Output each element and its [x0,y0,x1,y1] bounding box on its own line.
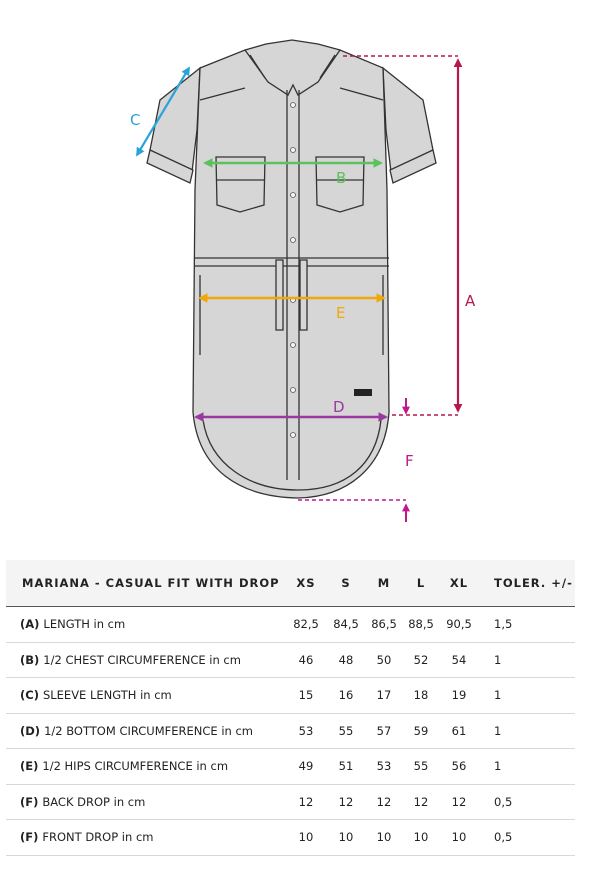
size-value-cell: 55 [326,713,366,749]
tolerance-header: TOLER. +/- [478,560,575,607]
size-value-cell: 48 [326,642,366,678]
measurement-label: SLEEVE LENGTH in cm [42,688,172,703]
size-header: S [326,560,366,607]
size-value-cell: 10 [286,820,326,856]
size-value-cell: 50 [366,642,402,678]
table-row [6,820,575,856]
label-a: A [465,292,476,310]
label-c: C [130,111,141,129]
size-value-cell: 18 [402,678,440,714]
tolerance-cell: 0,5 [478,820,575,856]
size-value-cell: 10 [326,820,366,856]
measurement-code: (F) [20,830,39,845]
label-b: B [336,169,347,187]
size-value-cell: 12 [440,784,478,820]
size-value-cell: 10 [366,820,402,856]
label-d: D [333,398,345,416]
measurement-label-cell [6,607,286,643]
measurement-label: BACK DROP in cm [42,794,146,809]
label-e: E [336,304,346,322]
size-value-cell: 59 [402,713,440,749]
measurement-label-cell [6,678,286,714]
table-header-row [6,560,575,607]
measurement-code: (F) [20,794,39,809]
size-value-cell: 54 [440,642,478,678]
size-header: XL [440,560,478,607]
brand-tag-icon [354,389,372,396]
size-value-cell: 61 [440,713,478,749]
size-value-cell: 57 [366,713,402,749]
size-value-cell: 16 [326,678,366,714]
measurement-label-cell [6,749,286,785]
measurement-label: 1/2 CHEST CIRCUMFERENCE in cm [43,652,241,667]
size-value-cell: 53 [366,749,402,785]
measurement-label: FRONT DROP in cm [42,830,154,845]
size-value-cell: 88,5 [402,607,440,643]
size-value-cell: 82,5 [286,607,326,643]
table-title: MARIANA - CASUAL FIT WITH DROP [6,560,286,607]
measurement-code: (A) [20,617,40,632]
measurement-label-cell [6,820,286,856]
table-body [6,607,575,856]
size-value-cell: 12 [402,784,440,820]
table-row [6,784,575,820]
table-row [6,607,575,643]
measurement-label-cell [6,784,286,820]
size-value-cell: 55 [402,749,440,785]
size-header: M [366,560,402,607]
table-row [6,642,575,678]
size-value-cell: 19 [440,678,478,714]
measurement-label: LENGTH in cm [43,617,126,632]
size-value-cell: 51 [326,749,366,785]
size-value-cell: 86,5 [366,607,402,643]
measurement-label: 1/2 HIPS CIRCUMFERENCE in cm [42,759,229,774]
dress-body [193,50,389,498]
size-value-cell: 12 [326,784,366,820]
size-value-cell: 10 [440,820,478,856]
size-value-cell: 46 [286,642,326,678]
size-chart-table [6,560,575,856]
table-row [6,678,575,714]
tolerance-cell: 1 [478,678,575,714]
size-header: L [402,560,440,607]
size-value-cell: 53 [286,713,326,749]
size-value-cell: 90,5 [440,607,478,643]
measurement-code: (B) [20,652,40,667]
tolerance-cell: 1 [478,713,575,749]
measurement-code: (E) [20,759,39,774]
size-value-cell: 56 [440,749,478,785]
table-row [6,713,575,749]
shirt-dress-drawing [147,40,436,498]
size-header: XS [286,560,326,607]
measurement-code: (D) [20,723,41,738]
left-chest-pocket [216,157,265,212]
size-value-cell: 52 [402,642,440,678]
table-row [6,749,575,785]
size-value-cell: 12 [286,784,326,820]
tolerance-cell: 1 [478,642,575,678]
measurement-label: 1/2 BOTTOM CIRCUMFERENCE in cm [44,723,254,738]
size-value-cell: 10 [402,820,440,856]
tolerance-cell: 1,5 [478,607,575,643]
size-value-cell: 49 [286,749,326,785]
measurement-code: (C) [20,688,39,703]
tolerance-cell: 0,5 [478,784,575,820]
measurement-label-cell [6,642,286,678]
size-value-cell: 17 [366,678,402,714]
size-value-cell: 84,5 [326,607,366,643]
label-f: F [405,452,414,470]
measurement-label-cell [6,713,286,749]
size-value-cell: 12 [366,784,402,820]
size-value-cell: 15 [286,678,326,714]
tolerance-cell: 1 [478,749,575,785]
